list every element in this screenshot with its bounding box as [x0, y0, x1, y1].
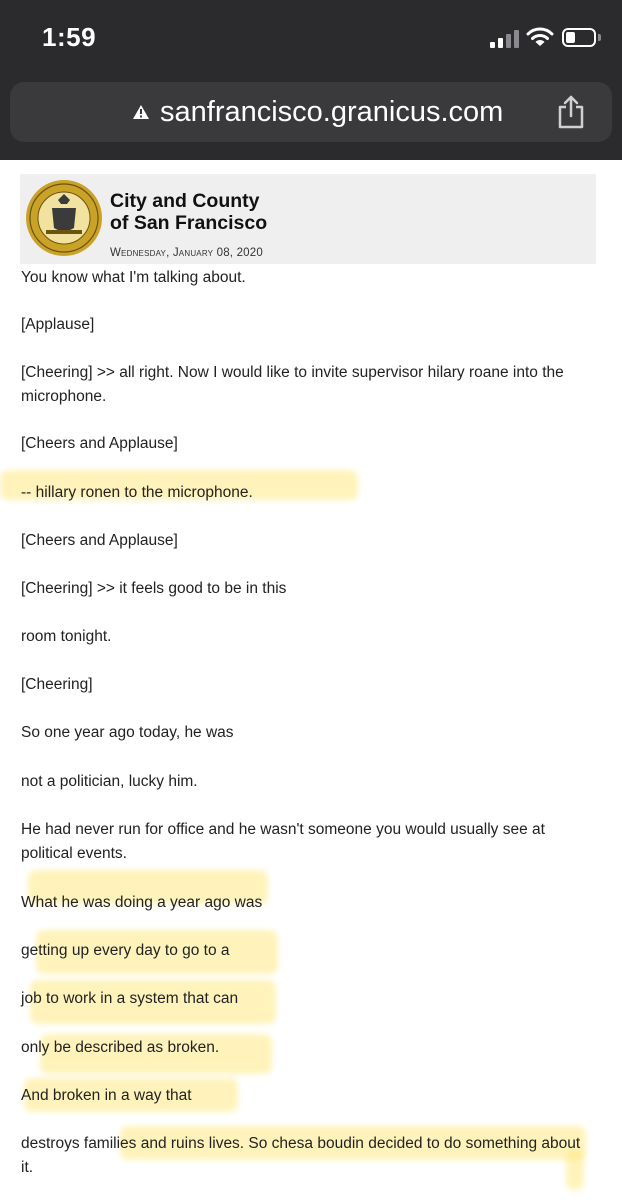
page-header [20, 174, 596, 264]
transcript-line: [Cheers and Applause] [21, 532, 178, 549]
transcript-line: not a politician, lucky him. [21, 773, 198, 790]
url-text: sanfrancisco.granicus.com [160, 96, 504, 128]
org-title-line1: City and County [110, 190, 260, 212]
warning-triangle-icon [132, 104, 150, 120]
transcript-line: [Cheering] >> all right. Now I would like to invite supervisor hilary roane into the microphone. [21, 364, 564, 405]
status-time: 1:59 [42, 22, 97, 52]
transcript-line: room tonight. [21, 628, 112, 645]
wifi-icon [526, 26, 554, 48]
transcript-line: He had never run for office and he wasn't someone you would usually see at political events. [21, 821, 545, 862]
cellular-signal-icon [490, 28, 520, 48]
browser-chrome [0, 0, 622, 160]
transcript-line: destroys families and ruins lives. So chesa boudin decided to do something about it. [21, 1135, 581, 1176]
battery-tip [598, 34, 601, 41]
transcript-line: [Cheering] >> it feels good to be in this [21, 580, 287, 597]
transcript-line: only be described as broken. [21, 1039, 220, 1056]
battery-icon [562, 28, 596, 47]
org-title-line2: of San Francisco [110, 212, 268, 234]
transcript-line: You know what I'm talking about. [21, 269, 246, 286]
transcript-line: getting up every day to go to a [21, 942, 230, 959]
transcript-line: And broken in a way that [21, 1087, 192, 1104]
transcript-line: [Cheering] [21, 676, 93, 693]
transcript-line: [Applause] [21, 316, 95, 333]
transcript-line: job to work in a system that can [21, 990, 239, 1007]
org-title [110, 190, 267, 234]
share-icon[interactable] [556, 94, 586, 130]
meeting-date: Wednesday, January 08, 2020 [110, 247, 263, 259]
transcript-line: [Cheers and Applause] [21, 435, 178, 452]
transcript-line: So one year ago today, he was [21, 724, 234, 741]
city-seal-icon [24, 178, 104, 258]
transcript-line: What he was doing a year ago was [21, 894, 263, 911]
transcript-line: -- hillary ronen to the microphone. [21, 484, 253, 501]
address-bar[interactable] [10, 82, 612, 142]
